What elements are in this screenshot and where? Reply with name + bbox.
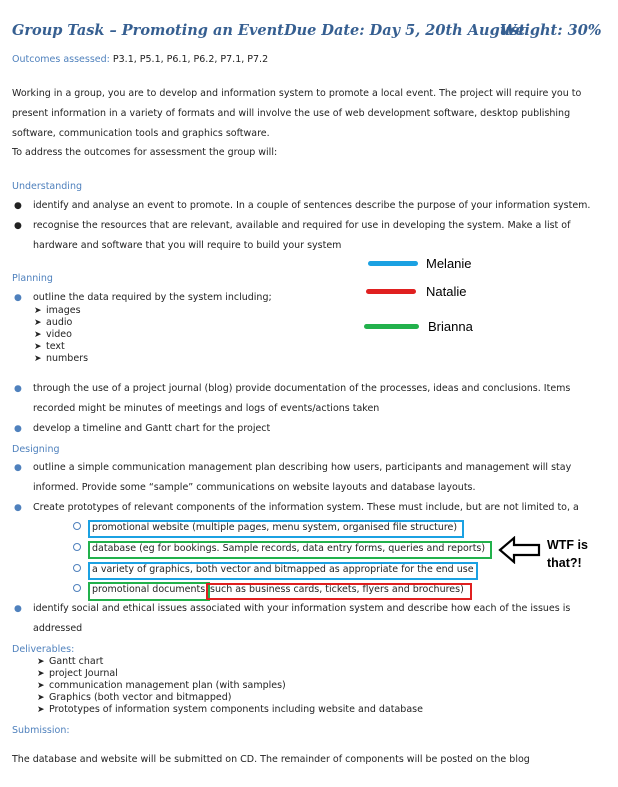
document-title [12, 22, 602, 39]
left-arrow-icon [498, 536, 542, 564]
due-date: Due Date: Day 5, 20th August [284, 22, 526, 39]
outcomes-value: P3.1, P5.1, P6.1, P6.2, P7.1, P7.2 [109, 54, 269, 65]
highlight-box-melanie-graphics [88, 562, 478, 580]
task-title: Group Task – Promoting an Event [12, 22, 284, 39]
list-item: ➤ Graphics (both vector and bitmapped) [37, 692, 232, 703]
bullet-icon: ● [14, 384, 22, 394]
arrow-bullet-icon: ➤ [37, 681, 45, 691]
bullet-icon: ● [14, 463, 22, 473]
bullet-icon: ● [14, 424, 22, 434]
intro-line-3: software, communication tools and graphics software. [12, 128, 270, 139]
designing-item-1-cont: informed. Provide some “sample” communications on website layouts and database layouts. [33, 482, 476, 493]
list-item: ➤ communication management plan (with samples) [37, 680, 286, 691]
deliverables-list [37, 656, 423, 716]
arrow-bullet-icon: ➤ [34, 354, 42, 364]
highlight-box-brianna-database [88, 541, 492, 559]
bullet-icon: ● [14, 604, 22, 614]
legend-line-melanie [368, 261, 418, 266]
planning-item-2: ● through the use of a project journal (blog) provide documentation of the processes, ideas and conclusions. Items [14, 383, 571, 394]
deliverables-heading: Deliverables: [12, 644, 75, 655]
circle-bullet-icon [73, 522, 81, 530]
outcomes-label: Outcomes assessed: [12, 54, 110, 65]
highlight-box-natalie-documents [206, 583, 472, 600]
list-item: ➤ audio [34, 317, 73, 328]
arrow-bullet-icon: ➤ [34, 318, 42, 328]
bullet-icon: ● [14, 221, 22, 231]
proto-item-graphics: a variety of graphics, both vector and bitmapped as appropriate for the end use [73, 560, 81, 580]
list-item: ➤ images [34, 305, 81, 316]
submission-text: The database and website will be submitted on CD. The remainder of components will be posted on the blog [12, 754, 530, 765]
annotation-line-2: that?! [547, 556, 582, 570]
designing-item-3-cont: addressed [33, 623, 83, 634]
understanding-item-2: ● recognise the resources that are relevant, available and required for use in developing the system. Make a list of [14, 220, 571, 231]
circle-bullet-icon [73, 584, 81, 592]
proto-item-website: promotional website (multiple pages, menu system, organised file structure) [73, 518, 81, 538]
planning-heading: Planning [12, 273, 53, 284]
understanding-item-1: ● identify and analyse an event to promote. In a couple of sentences describe the purpose of your information system. [14, 200, 591, 211]
highlight-box-melanie-website [88, 520, 464, 538]
intro-line-2: present information in a variety of formats and will involve the use of web development software, desktop publishing [12, 108, 571, 119]
legend-line-brianna [364, 324, 419, 329]
list-item: ➤ video [34, 329, 72, 340]
proto-item-database: database (eg for bookings. Sample records, data entry forms, queries and reports) [73, 539, 81, 559]
arrow-bullet-icon: ➤ [37, 657, 45, 667]
designing-item-1: ● outline a simple communication management plan describing how users, participants and management will stay [14, 462, 572, 473]
designing-item-2: ● Create prototypes of relevant components of the information system. These must include, but are not limited to, a [14, 502, 579, 513]
intro-line-4: To address the outcomes for assessment the group will: [12, 147, 278, 158]
submission-heading: Submission: [12, 725, 70, 736]
circle-bullet-icon [73, 543, 81, 551]
list-item: ➤ project Journal [37, 668, 118, 679]
bullet-icon: ● [14, 201, 22, 211]
bullet-icon: ● [14, 503, 22, 513]
list-item: ➤ numbers [34, 353, 89, 364]
planning-item-2-cont: recorded might be minutes of meetings and logs of events/actions taken [33, 403, 380, 414]
legend-line-natalie [366, 289, 416, 294]
annotation-note [547, 536, 588, 572]
arrow-bullet-icon: ➤ [34, 342, 42, 352]
circle-bullet-icon [73, 564, 81, 572]
intro-line-1: Working in a group, you are to develop and information system to promote a local event. The project will require you to [12, 88, 582, 99]
arrow-bullet-icon: ➤ [37, 705, 45, 715]
outcomes-line [12, 50, 268, 70]
list-item: ➤ Prototypes of information system components including website and database [37, 704, 423, 715]
understanding-heading: Understanding [12, 181, 82, 192]
legend-name-natalie: Natalie [426, 284, 467, 299]
legend-name-brianna: Brianna [428, 319, 473, 334]
designing-item-3: ● identify social and ethical issues associated with your information system and describe how each of the issues is [14, 603, 571, 614]
understanding-item-2-cont: hardware and software that you will require to build your system [33, 240, 342, 251]
planning-data-list [34, 305, 88, 365]
arrow-bullet-icon: ➤ [37, 669, 45, 679]
legend-name-melanie: Melanie [426, 256, 472, 271]
arrow-bullet-icon: ➤ [34, 330, 42, 340]
arrow-bullet-icon: ➤ [34, 306, 42, 316]
list-item: ➤ text [34, 341, 65, 352]
bullet-icon: ● [14, 293, 22, 303]
designing-heading: Designing [12, 444, 60, 455]
weight: Weight: 30% [500, 22, 602, 39]
planning-item-3: ● develop a timeline and Gantt chart for the project [14, 423, 271, 434]
arrow-bullet-icon: ➤ [37, 693, 45, 703]
annotation-line-1: WTF is [547, 538, 588, 552]
planning-item-1: ● outline the data required by the system including; [14, 292, 272, 303]
proto-item-documents: promotional documents such as business cards, tickets, flyers and brochures) [73, 580, 81, 600]
list-item: ➤ Gantt chart [37, 656, 104, 667]
